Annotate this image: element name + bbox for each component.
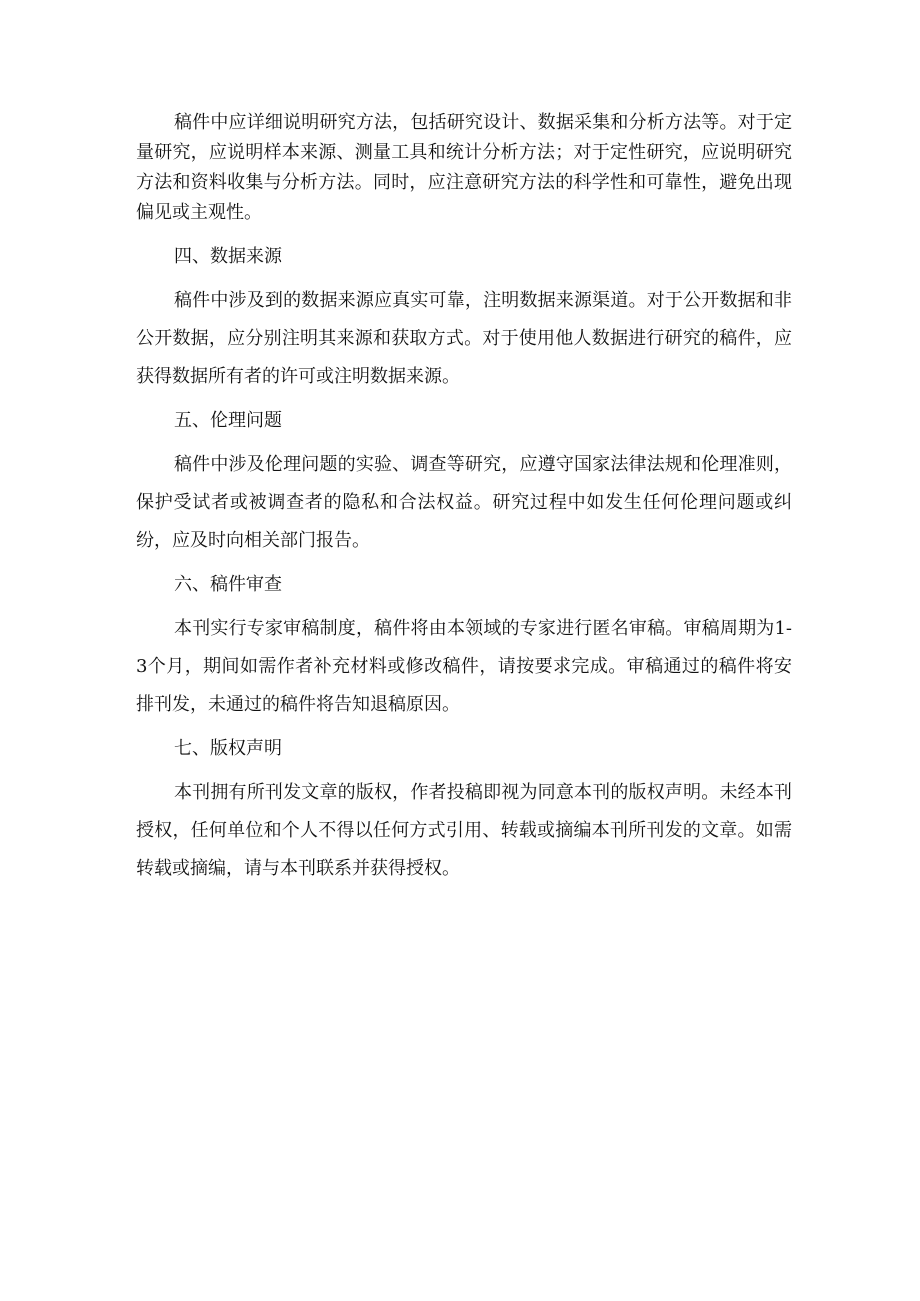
section-body-data-source: 稿件中涉及到的数据来源应真实可靠，注明数据来源渠道。对于公开数据和非公开数据，应分别注明其来源和获取方式。对于使用他人数据进行研究的稿件，应获得数据所有者的许可或注明数据来源。 xyxy=(136,290,792,387)
section-heading-data-source: 四、数据来源 xyxy=(174,246,282,267)
document-body xyxy=(136,108,792,888)
section-heading-ethics: 五、伦理问题 xyxy=(174,410,282,431)
intro-paragraph: 稿件中应详细说明研究方法，包括研究设计、数据采集和分析方法等。对于定量研究，应说明样本来源、测量工具和统计分析方法；对于定性研究，应说明研究方法和资料收集与分析方法。同时，应注意研究方法的科学性和可靠性，避免出现偏见或主观性。 xyxy=(136,112,792,223)
section-heading-copyright: 七、版权声明 xyxy=(174,738,282,759)
section-body-review: 本刊实行专家审稿制度，稿件将由本领域的专家进行匿名审稿。审稿周期为1-3个月，期间如需作者补充材料或修改稿件，请按要求完成。审稿通过的稿件将安排刊发，未通过的稿件将告知退稿原因。 xyxy=(136,618,792,715)
section-body-copyright: 本刊拥有所刊发文章的版权，作者投稿即视为同意本刊的版权声明。未经本刊授权，任何单位和个人不得以任何方式引用、转载或摘编本刊所刊发的文章。如需转载或摘编，请与本刊联系并获得授权。 xyxy=(136,782,792,879)
section-heading-review: 六、稿件审查 xyxy=(174,574,282,595)
section-body-ethics: 稿件中涉及伦理问题的实验、调查等研究，应遵守国家法律法规和伦理准则，保护受试者或被调查者的隐私和合法权益。研究过程中如发生任何伦理问题或纠纷，应及时向相关部门报告。 xyxy=(136,454,792,551)
